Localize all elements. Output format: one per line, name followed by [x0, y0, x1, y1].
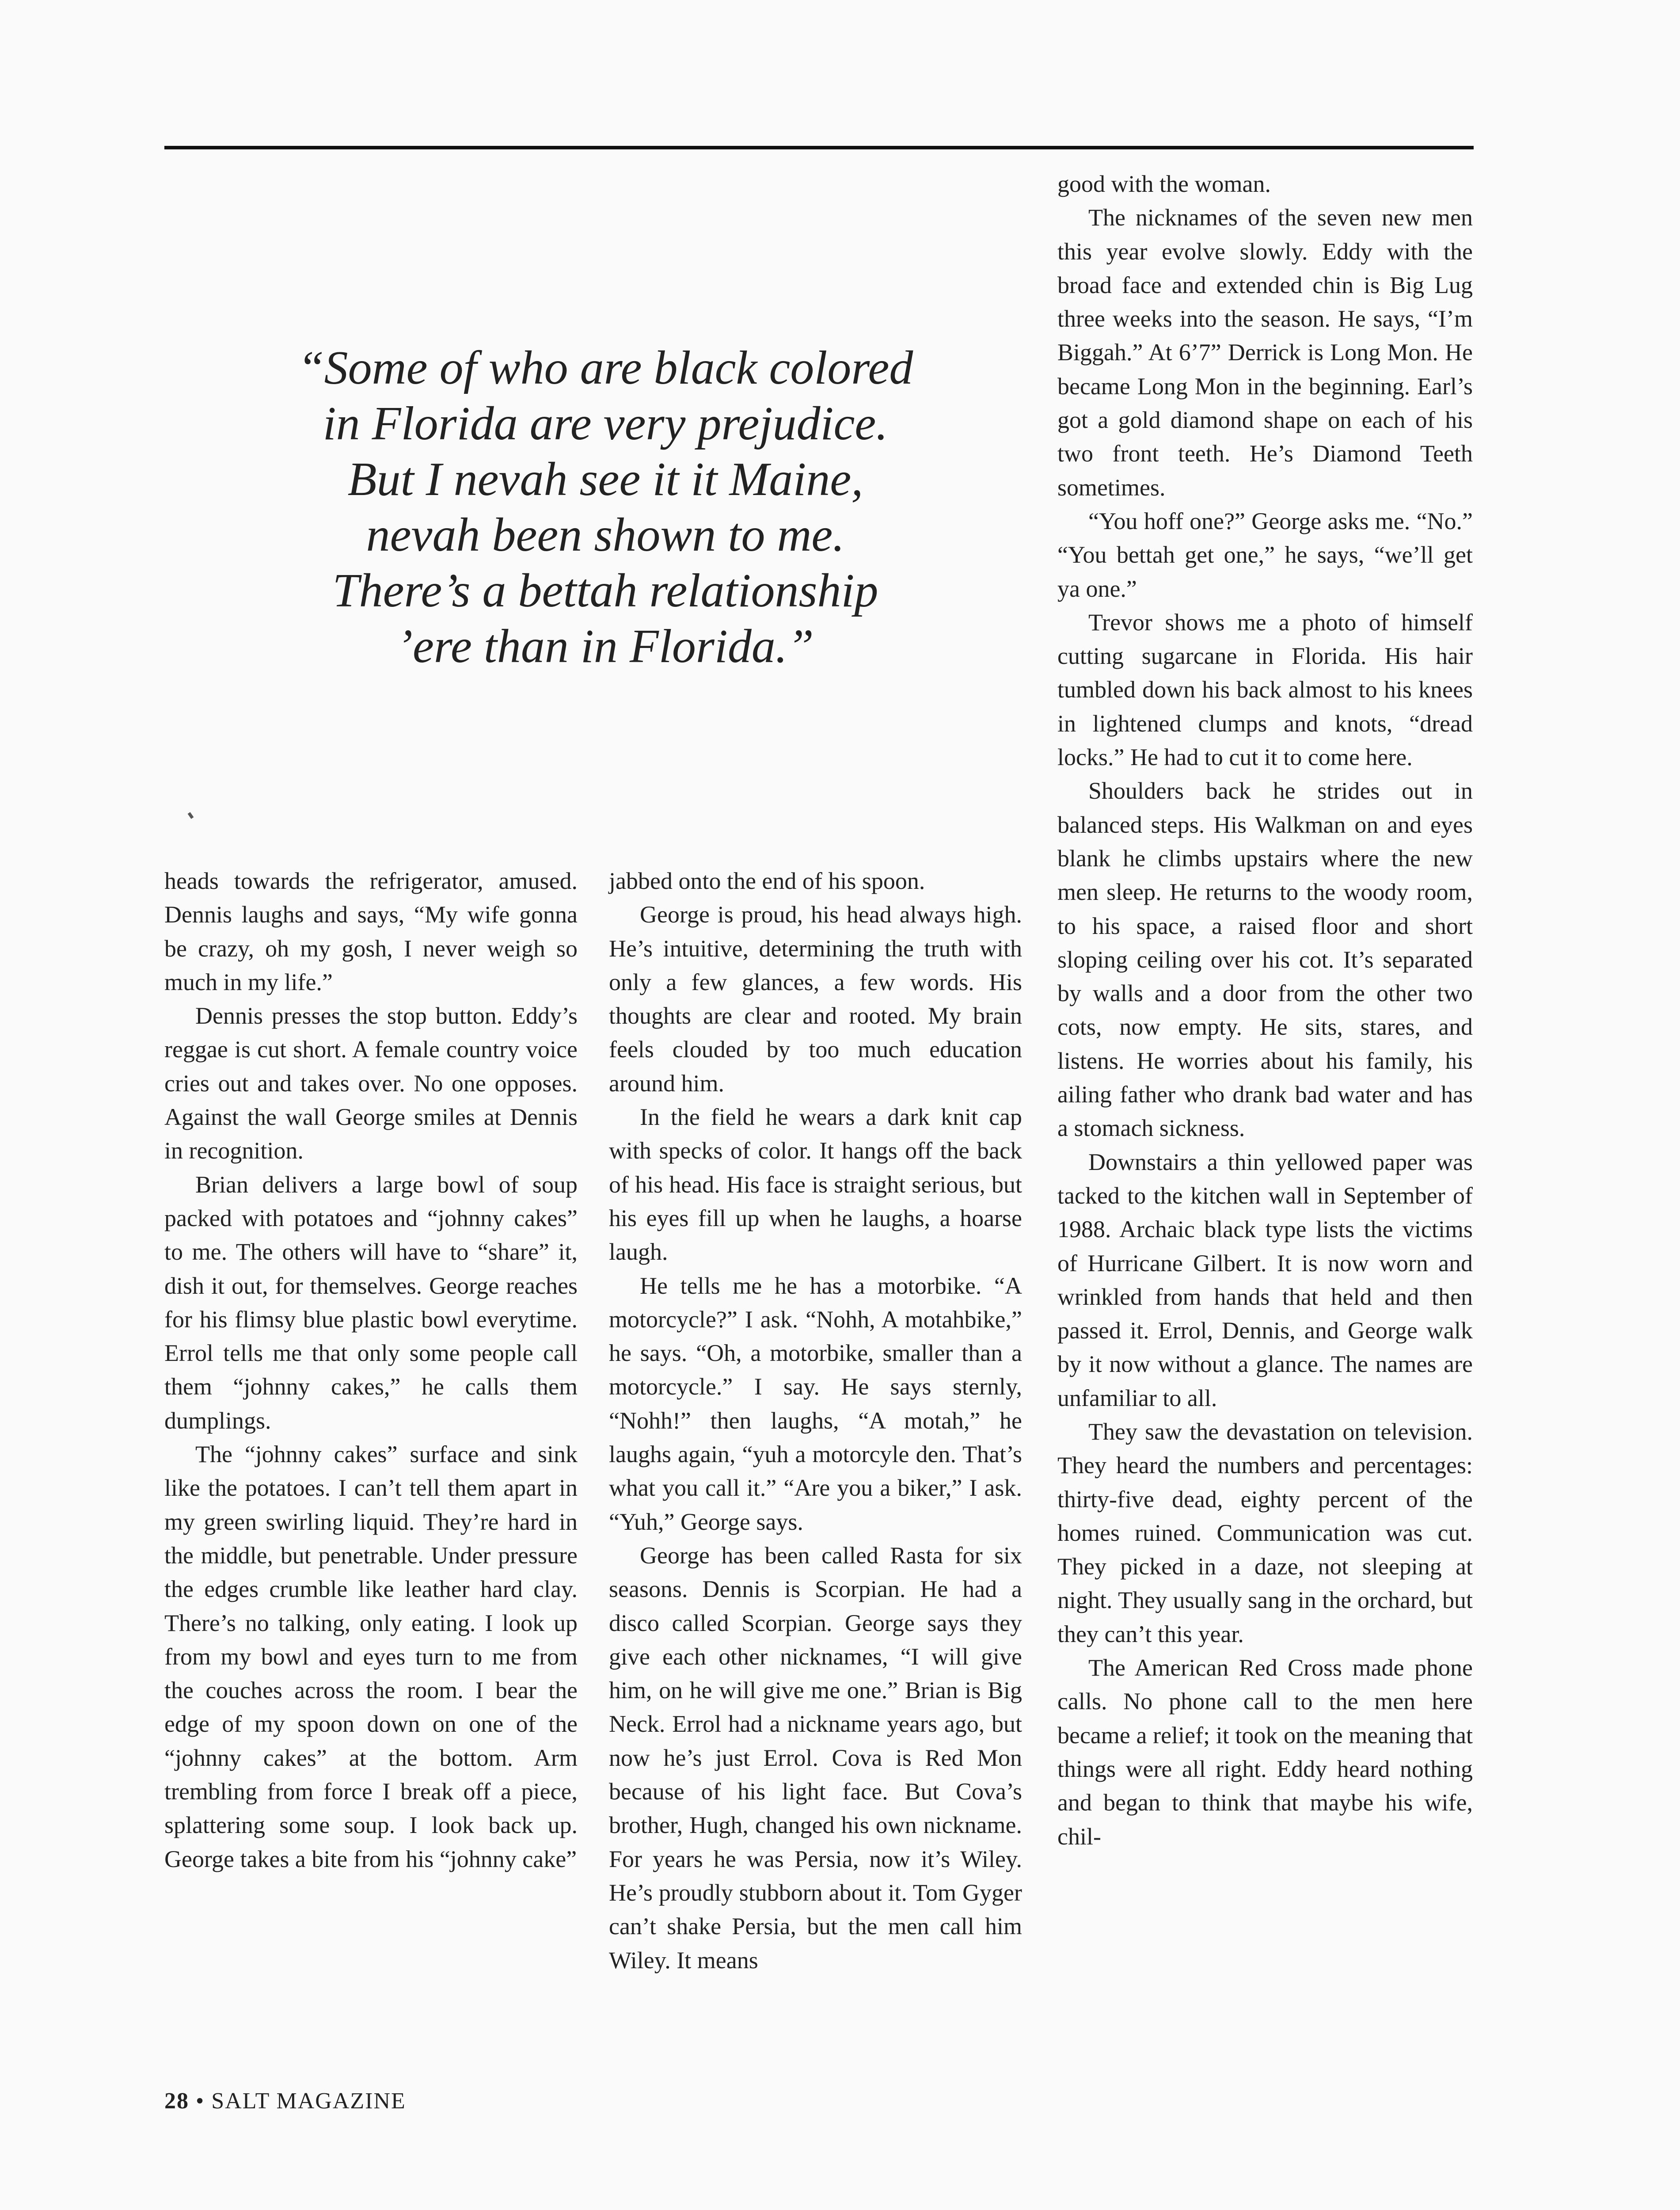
print-speck: [188, 812, 194, 819]
paragraph: heads towards the refrigerator, amused. Dennis laughs and says, “My wife gonna be crazy, oh my gosh, I never weigh so much in my life.”: [164, 868, 578, 995]
paragraph: The nicknames of the seven new men this year evolve slowly. Eddy with the broad face and extended chin is Big Lug three weeks into the season. He says, “I’m Biggah.” At 6’7” Derrick is Long Mon. He became Long Mon in the beginning. Earl’s got a gold diamond shape on each of his two front teeth. He’s Diamond Teeth sometimes.: [1057, 204, 1473, 501]
paragraph: Dennis presses the stop button. Eddy’s reggae is cut short. A female country voice cries out and takes over. No one opposes. Against the wall George smiles at Dennis in recognition.: [164, 1002, 578, 1164]
paragraph: Trevor shows me a photo of himself cutting sugarcane in Florida. His hair tumbled down his back almost to his knees in lightened clumps and knots, “dread locks.” He had to cut it to come here.: [1057, 609, 1473, 771]
paragraph: The American Red Cross made phone calls. No phone call to the men here became a relief; it took on the meaning that things were all right. Eddy heard nothing and began to think that maybe his wife, chil-: [1057, 1654, 1473, 1850]
paragraph: He tells me he has a motorbike. “A motorcycle?” I ask. “Nohh, A motahbike,” he says. “Oh, a motorbike, smaller than a motorcycle.” I say. He says sternly, “Nohh!” then laughs, “A motah,” he laughs again, “yuh a motorcyle den. That’s what you call it.” “Are you a biker,” I ask. “Yuh,” George says.: [609, 1272, 1022, 1535]
paragraph: “You hoff one?” George asks me. “No.” “You bettah get one,” he says, “we’ll get ya one.”: [1057, 507, 1473, 602]
paragraph: George has been called Rasta for six seasons. Dennis is Scorpian. He had a disco called Scorpian. George says they give each other nicknames, “I will give him, on he will give me one.” Brian is Big Neck. Errol had a nickname years ago, but now he’s just Errol. Cova is Red Mon because of his light face. But Cova’s brother, Hugh, changed his own nickname. For years he was Persia, now it’s Wiley. He’s proudly stubborn about it. Tom Gyger can’t shake Persia, but the men call him Wiley. It means: [609, 1542, 1022, 1974]
paragraph: Shoulders back he strides out in balanced steps. His Walkman on and eyes blank he climbs upstairs where the new men sleep. He returns to the woody room, to his space, a raised floor and short sloping ceiling over his cot. It’s separated by walls and a door from the other two cots, now empty. He sits, stares, and listens. He worries about his family, his ailing father who drank bad water and has a stomach sickness.: [1057, 777, 1473, 1142]
pull-quote-line: in Florida are very prejudice.: [323, 397, 888, 450]
paragraph: In the field he wears a dark knit cap with specks of color. It hangs off the back of his head. His face is straight serious, but his eyes fill up when he laughs, a hoarse laugh.: [609, 1104, 1022, 1265]
pull-quote-line: But I nevah see it it Maine,: [347, 453, 863, 506]
footer-separator: •: [196, 2088, 205, 2114]
pull-quote-line: ’ere than in Florida.”: [397, 620, 814, 673]
pull-quote-line: “Some of who are black colored: [297, 342, 913, 394]
header-rule: [164, 146, 1474, 149]
paragraph: Brian delivers a large bowl of soup packed with potatoes and “johnny cakes” to me. The others will have to “share” it, dish it out, for themselves. George reaches for his flimsy blue plastic bowl everytime. Errol tells me that only some people call them “johnny cakes,” he calls them dumplings.: [164, 1171, 578, 1434]
text-column-3: [1057, 167, 1473, 1853]
paragraph: They saw the devastation on television. They heard the numbers and percentages: thirty-five dead, eighty percent of the homes ruined. Communication was cut. They picked in a daze, not sleeping at night. They usually sang in the orchard, but they can’t this year.: [1057, 1418, 1473, 1647]
pull-quote-line: nevah been shown to me.: [366, 509, 845, 561]
paragraph: The “johnny cakes” surface and sink like the potatoes. I can’t tell them apart in my green swirling liquid. They’re hard in the middle, but penetrable. Under pressure the edges crumble like leather hard clay. There’s no talking, only eating. I look up from my bowl and eyes turn to me from the couches across the room. I bear the edge of my spoon down on one of the “johnny cakes” at the bottom. Arm trembling from force I break off a piece, splattering some soup. I look back up. George takes a bite from his “johnny cake”: [164, 1441, 578, 1872]
pull-quote: [186, 340, 1025, 674]
paragraph: good with the woman.: [1057, 171, 1271, 197]
text-column-2: [609, 864, 1022, 1977]
page-footer: [164, 2088, 406, 2114]
publication-name: SALT MAGAZINE: [211, 2088, 406, 2114]
paragraph: jabbed onto the end of his spoon.: [609, 868, 925, 894]
pull-quote-line: There’s a bettah relationship: [332, 564, 878, 617]
paragraph: George is proud, his head always high. He’s intuitive, determining the truth with only a few glances, a few words. His thoughts are clear and rooted. My brain feels clouded by too much education around him.: [609, 901, 1022, 1097]
page-number: 28: [164, 2088, 189, 2114]
text-column-1: [164, 864, 578, 1876]
paragraph: Downstairs a thin yellowed paper was tacked to the kitchen wall in September of 1988. Archaic black type lists the victims of Hurricane Gilbert. It is now worn and wrinkled from hands that held and then passed it. Errol, Dennis, and George walk by it now without a glance. The names are unfamiliar to all.: [1057, 1148, 1473, 1411]
